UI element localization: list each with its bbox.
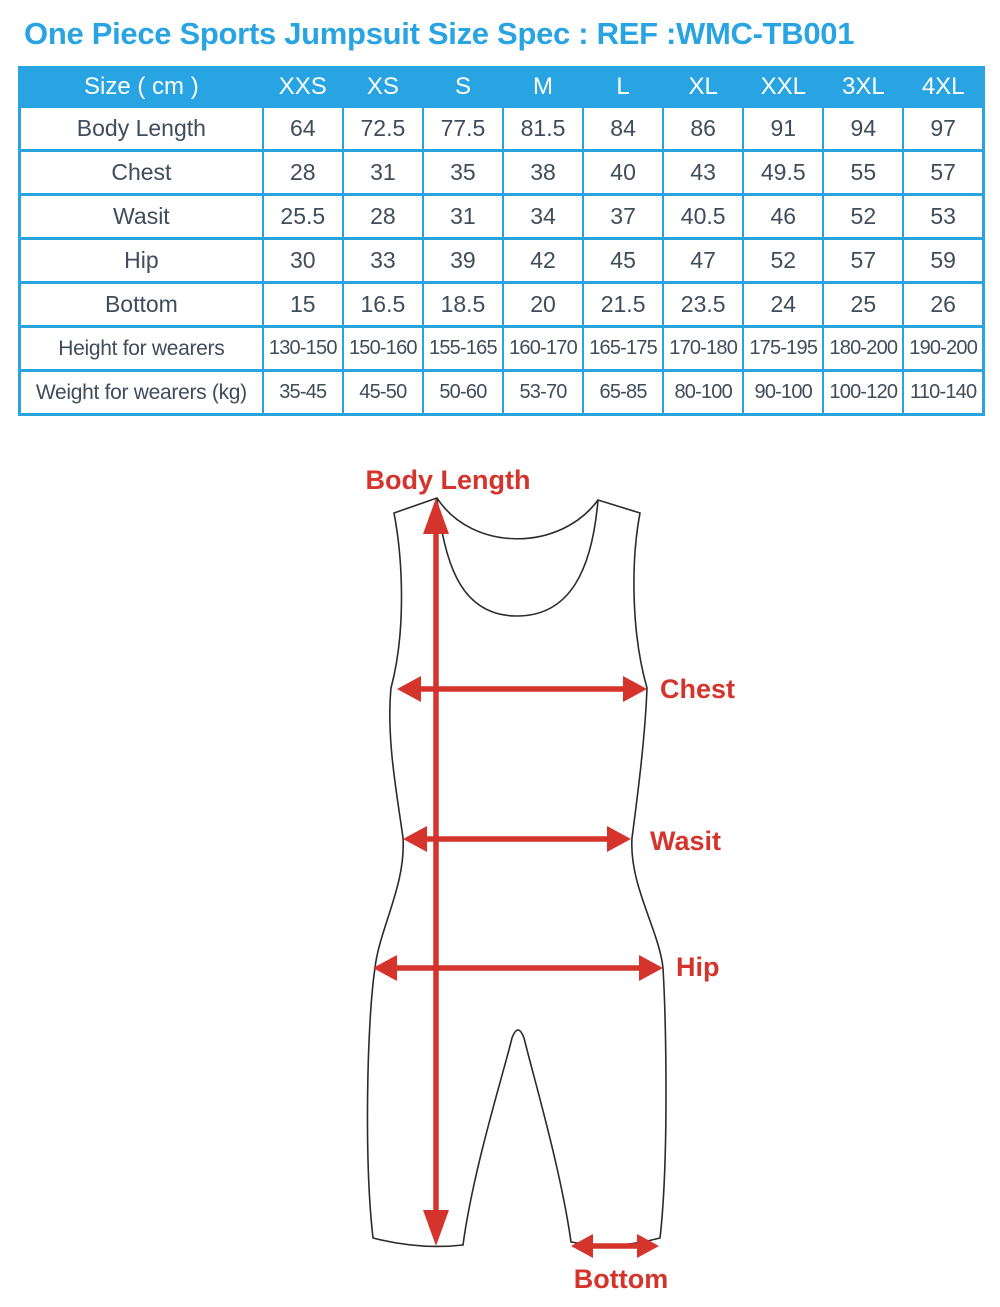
size-cell: 39: [423, 239, 503, 283]
size-cell: 165-175: [583, 327, 663, 371]
size-header-cell: XXL: [743, 68, 823, 107]
size-cell: 49.5: [743, 151, 823, 195]
size-cell: 170-180: [663, 327, 743, 371]
body-length-label: Body Length: [365, 465, 531, 495]
size-cell: 34: [503, 195, 583, 239]
size-cell: 45: [583, 239, 663, 283]
size-cell: 40.5: [663, 195, 743, 239]
size-cell: 24: [743, 283, 823, 327]
size-cell: 97: [903, 107, 983, 151]
size-cell: 53: [903, 195, 983, 239]
size-cell: 28: [263, 151, 343, 195]
bottom-arrow: [571, 1234, 659, 1258]
row-label: Hip: [20, 239, 263, 283]
size-cell: 59: [903, 239, 983, 283]
size-header-label: Size ( cm ): [20, 68, 263, 107]
size-cell: 30: [263, 239, 343, 283]
size-cell: 150-160: [343, 327, 423, 371]
page-title: One Piece Sports Jumpsuit Size Spec : REF :WMC-TB001: [24, 16, 855, 51]
jumpsuit-outline: [367, 498, 666, 1246]
size-cell: 81.5: [503, 107, 583, 151]
size-cell: 72.5: [343, 107, 423, 151]
size-header-cell: L: [583, 68, 663, 107]
size-header-cell: 4XL: [903, 68, 983, 107]
size-cell: 100-120: [823, 371, 903, 415]
size-cell: 84: [583, 107, 663, 151]
size-header-cell: XS: [343, 68, 423, 107]
size-cell: 50-60: [423, 371, 503, 415]
size-cell: 55: [823, 151, 903, 195]
size-cell: 31: [423, 195, 503, 239]
row-label: Wasit: [20, 195, 263, 239]
size-header-cell: 3XL: [823, 68, 903, 107]
size-cell: 77.5: [423, 107, 503, 151]
size-cell: 45-50: [343, 371, 423, 415]
size-cell: 23.5: [663, 283, 743, 327]
size-cell: 25.5: [263, 195, 343, 239]
size-cell: 110-140: [903, 371, 983, 415]
size-cell: 190-200: [903, 327, 983, 371]
size-cell: 52: [743, 239, 823, 283]
size-cell: 65-85: [583, 371, 663, 415]
size-cell: 57: [823, 239, 903, 283]
jumpsuit-neckline-front: [437, 498, 598, 616]
size-cell: 43: [663, 151, 743, 195]
size-cell: 25: [823, 283, 903, 327]
size-cell: 21.5: [583, 283, 663, 327]
size-cell: 47: [663, 239, 743, 283]
size-cell: 16.5: [343, 283, 423, 327]
size-cell: 86: [663, 107, 743, 151]
size-cell: 175-195: [743, 327, 823, 371]
size-header-cell: M: [503, 68, 583, 107]
row-label: Bottom: [20, 283, 263, 327]
size-cell: 160-170: [503, 327, 583, 371]
size-cell: 40: [583, 151, 663, 195]
size-cell: 130-150: [263, 327, 343, 371]
hip-arrow: [373, 955, 663, 981]
size-cell: 15: [263, 283, 343, 327]
size-cell: 37: [583, 195, 663, 239]
size-cell: 35-45: [263, 371, 343, 415]
bottom-label: Bottom: [573, 1264, 669, 1294]
chest-label: Chest: [660, 674, 736, 704]
waist-label: Wasit: [650, 826, 722, 856]
row-label: Weight for wearers (kg): [20, 371, 263, 415]
size-cell: 53-70: [503, 371, 583, 415]
size-cell: 26: [903, 283, 983, 327]
size-cell: 20: [503, 283, 583, 327]
row-label: Height for wearers: [20, 327, 263, 371]
size-cell: 35: [423, 151, 503, 195]
size-cell: 80-100: [663, 371, 743, 415]
body-length-arrow: [423, 498, 449, 1246]
size-cell: 64: [263, 107, 343, 151]
size-cell: 46: [743, 195, 823, 239]
size-cell: 52: [823, 195, 903, 239]
row-label: Body Length: [20, 107, 263, 151]
size-cell: 38: [503, 151, 583, 195]
size-header-cell: XXS: [263, 68, 343, 107]
size-cell: 18.5: [423, 283, 503, 327]
size-cell: 31: [343, 151, 423, 195]
size-cell: 91: [743, 107, 823, 151]
size-cell: 57: [903, 151, 983, 195]
size-cell: 42: [503, 239, 583, 283]
size-cell: 155-165: [423, 327, 503, 371]
size-cell: 180-200: [823, 327, 903, 371]
size-cell: 90-100: [743, 371, 823, 415]
size-cell: 33: [343, 239, 423, 283]
size-header-cell: XL: [663, 68, 743, 107]
hip-label: Hip: [676, 952, 720, 982]
row-label: Chest: [20, 151, 263, 195]
size-cell: 94: [823, 107, 903, 151]
size-header-cell: S: [423, 68, 503, 107]
size-cell: 28: [343, 195, 423, 239]
